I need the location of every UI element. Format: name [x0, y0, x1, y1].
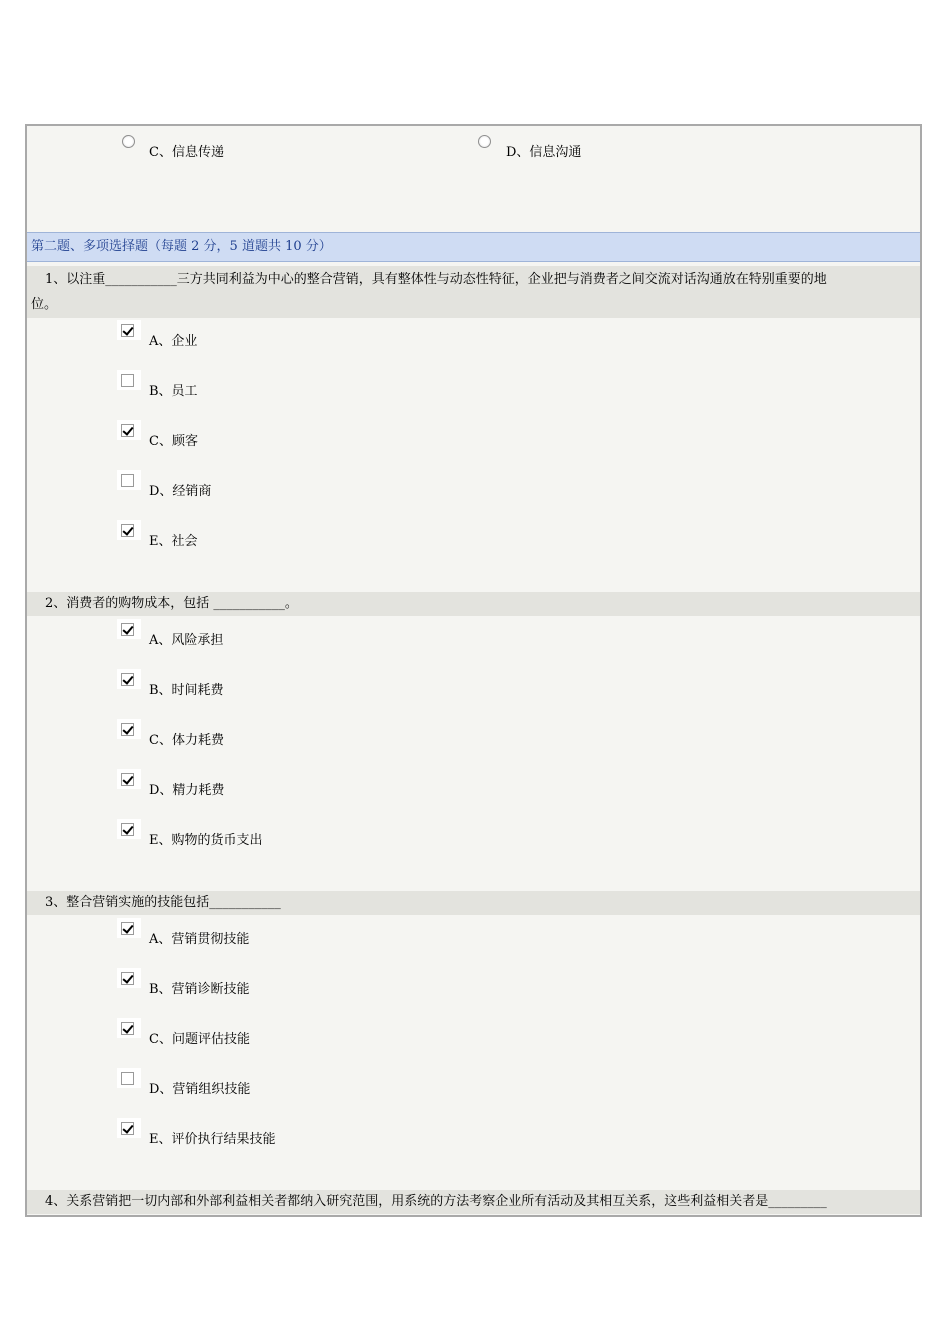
option-label: A、风险承担 — [149, 633, 224, 648]
question-1 — [27, 266, 920, 318]
checkbox-q3-a[interactable] — [121, 922, 134, 935]
checkbox-q1-d[interactable] — [121, 474, 134, 487]
checkbox-q3-e[interactable] — [121, 1122, 134, 1135]
option-label: E、社会 — [149, 534, 198, 549]
option-label: E、购物的货币支出 — [149, 833, 263, 848]
option-label: A、营销贯彻技能 — [149, 932, 250, 947]
question-4 — [27, 1190, 920, 1214]
question-2-text: 2、消费者的购物成本，包括 ___________。 — [45, 596, 298, 611]
question-1-text-line2: 位。 — [31, 297, 58, 312]
checkbox-q1-e[interactable] — [121, 524, 134, 537]
checkbox-q1-c[interactable] — [121, 424, 134, 437]
option-label-d: D、信息沟通 — [506, 145, 582, 160]
radio-option-c[interactable] — [122, 135, 135, 148]
question-4-text: 4、关系营销把一切内部和外部利益相关者都纳入研究范围，用系统的方法考察企业所有活动及其相互关系，这些利益相关者是_________ — [45, 1194, 827, 1209]
checkbox-q2-e[interactable] — [121, 823, 134, 836]
checkbox-q2-c[interactable] — [121, 723, 134, 736]
option-label: C、问题评估技能 — [149, 1032, 250, 1047]
option-label: B、员工 — [149, 384, 198, 399]
checkbox-q1-a[interactable] — [121, 324, 134, 337]
exam-panel — [25, 124, 922, 1217]
question-1-text-line1: 1、以注重___________三方共同利益为中心的整合营销，具有整体性与动态性特征，企业把与消费者之间交流对话沟通放在特别重要的地 — [45, 272, 827, 287]
option-label: C、体力耗费 — [149, 733, 224, 748]
checkbox-q2-b[interactable] — [121, 673, 134, 686]
option-label: B、营销诊断技能 — [149, 982, 250, 997]
option-label: D、精力耗费 — [149, 783, 225, 798]
option-label: D、经销商 — [149, 484, 212, 499]
option-label: C、顾客 — [149, 434, 198, 449]
option-label-c: C、信息传递 — [149, 145, 224, 160]
checkbox-q3-b[interactable] — [121, 972, 134, 985]
checkbox-q2-a[interactable] — [121, 623, 134, 636]
checkbox-q2-d[interactable] — [121, 773, 134, 786]
question-3 — [27, 891, 920, 915]
section-header: 第二题、多项选择题（每题 2 分，5 道题共 10 分） — [27, 232, 920, 262]
question-3-text: 3、整合营销实施的技能包括___________ — [45, 895, 281, 910]
option-label: A、企业 — [149, 334, 198, 349]
option-label: D、营销组织技能 — [149, 1082, 251, 1097]
radio-option-d[interactable] — [478, 135, 491, 148]
checkbox-q3-d[interactable] — [121, 1072, 134, 1085]
checkbox-q1-b[interactable] — [121, 374, 134, 387]
option-label: E、评价执行结果技能 — [149, 1132, 276, 1147]
checkbox-q3-c[interactable] — [121, 1022, 134, 1035]
question-2 — [27, 592, 920, 616]
option-label: B、时间耗费 — [149, 683, 224, 698]
